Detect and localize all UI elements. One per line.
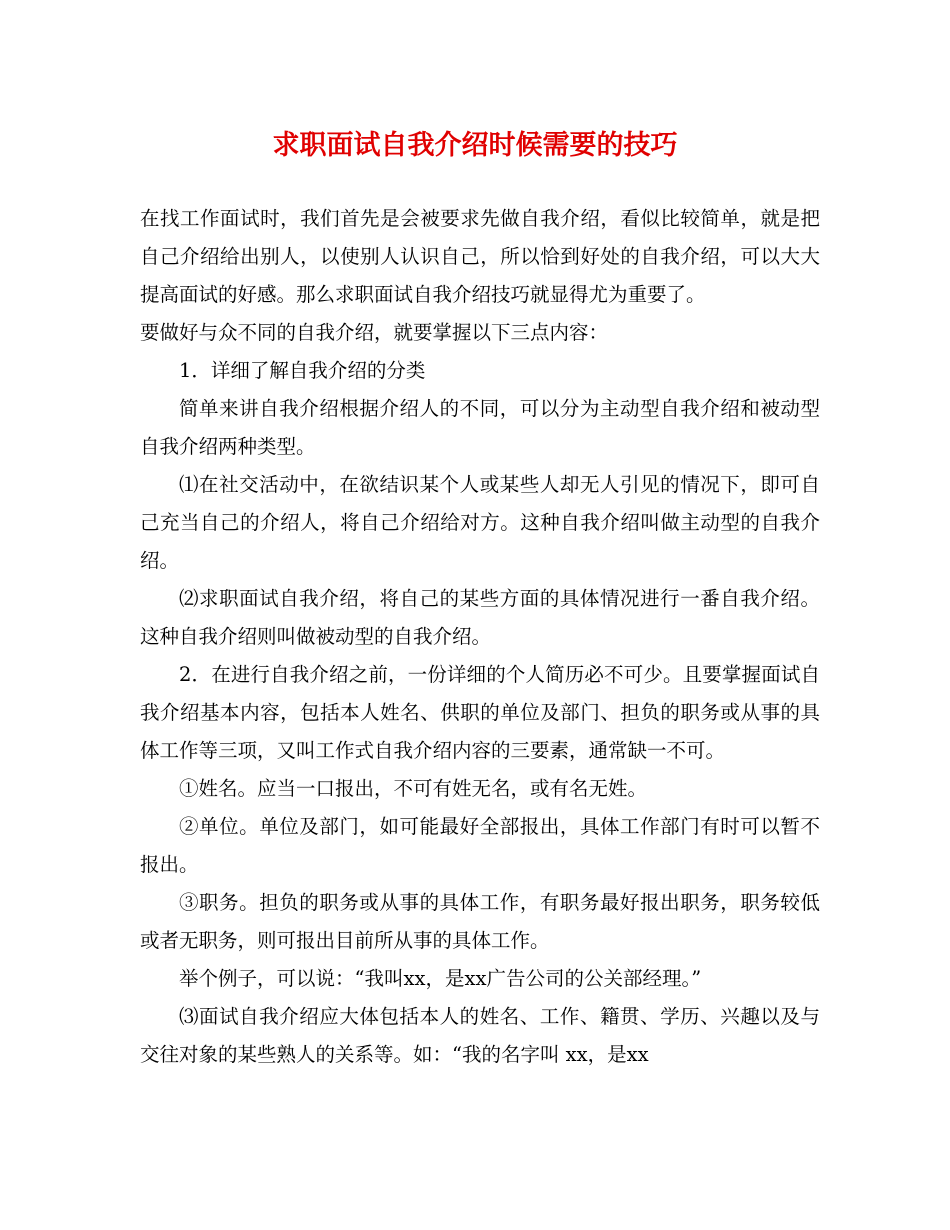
paragraph-heading-1: 1．详细了解自我介绍的分类 <box>179 359 426 382</box>
paragraph-passive-type: ⑵求职面试自我介绍，将自己的某些方面的具体情况进行一番自我介绍。这种自我介绍则叫做被动型的自我介绍。 <box>140 587 820 648</box>
paragraph-lead-in: 要做好与众不同的自我介绍，就要掌握以下三点内容： <box>140 321 609 344</box>
paragraph-types: 简单来讲自我介绍根据介绍人的不同，可以分为主动型自我介绍和被动型自我介绍两种类型。 <box>140 397 820 458</box>
paragraph-active-type: ⑴在社交活动中，在欲结识某个人或某些人却无人引见的情况下，即可自己充当自己的介绍人，将自己介绍给对方。这种自我介绍叫做主动型的自我介绍。 <box>140 473 820 572</box>
document-body <box>140 200 820 1074</box>
paragraph-position: ③职务。担负的职务或从事的具体工作，有职务最好报出职务，职务较低或者无职务，则可报出目前所从事的具体工作。 <box>140 891 820 952</box>
paragraph-name: ①姓名。应当一口报出，不可有姓无名，或有名无姓。 <box>179 777 648 800</box>
paragraph-intro: 在找工作面试时，我们首先是会被要求先做自我介绍，看似比较简单，就是把自己介绍给出别人，以使别人认识自己，所以恰到好处的自我介绍，可以大大提高面试的好感。那么求职面试自我介绍技巧就显得尤为重要了。 <box>140 207 820 306</box>
paragraph-example: 举个例子，可以说：“我叫xx，是xx广告公司的公关部经理。” <box>179 967 702 990</box>
document-title: 求职面试自我介绍时候需要的技巧 <box>272 130 678 161</box>
paragraph-unit: ②单位。单位及部门，如可能最好全部报出，具体工作部门有时可以暂不报出。 <box>140 815 820 876</box>
paragraph-content-3: ⑶面试自我介绍应大体包括本人的姓名、工作、籍贯、学历、兴趣以及与交往对象的某些熟人的关系等。如：“我的名字叫 xx，是xx <box>140 1005 820 1066</box>
paragraph-heading-2: 2．在进行自我介绍之前，一份详细的个人简历必不可少。且要掌握面试自我介绍基本内容，包括本人姓名、供职的单位及部门、担负的职务或从事的具体工作等三项，又叫工作式自我介绍内容的三要素，通常缺一不可。 <box>140 663 820 762</box>
